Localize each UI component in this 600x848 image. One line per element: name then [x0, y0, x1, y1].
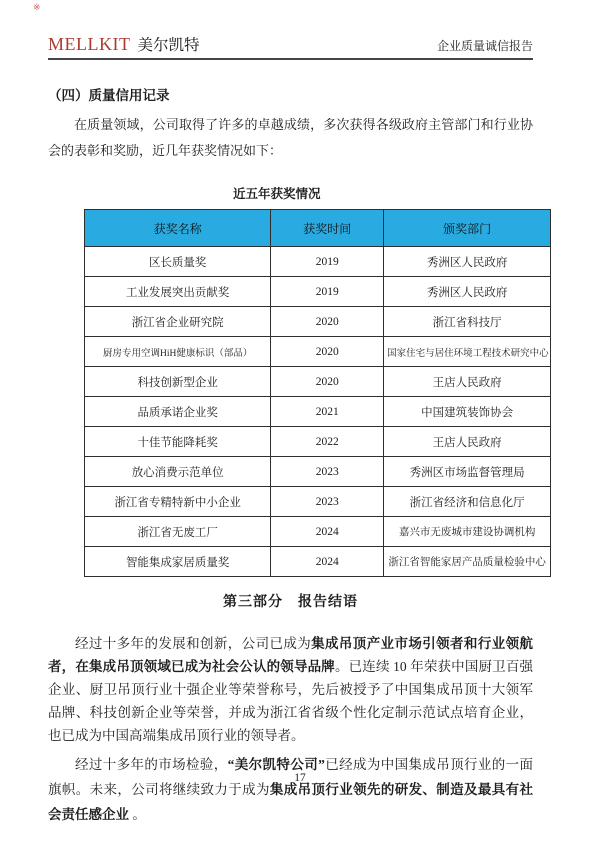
emphasis-text: 集成吊顶行业领先的研发、制造及最具有社会责任感企业	[48, 782, 534, 822]
table-cell: 秀洲区市场监督管理局	[384, 457, 551, 487]
table-row	[85, 547, 551, 577]
table-row	[85, 307, 551, 337]
conclusion-paragraph	[48, 752, 533, 827]
corner-mark-icon: ※	[33, 3, 41, 13]
table-cell: 浙江省智能家居产品质量检验中心	[384, 547, 551, 577]
table-cell: 区长质量奖	[85, 247, 271, 277]
table-row	[85, 517, 551, 547]
table-cell: 浙江省专精特新中小企业	[85, 487, 271, 517]
conclusion-section	[48, 632, 533, 827]
table-row	[85, 367, 551, 397]
table-cell: 秀洲区人民政府	[384, 247, 551, 277]
table-cell: 2020	[271, 307, 384, 337]
table-cell: 2024	[271, 517, 384, 547]
intro-paragraph: 在质量领域，公司取得了许多的卓越成绩，多次获得各级政府主管部门和行业协会的表彰和奖励，近几年获奖情况如下：	[48, 117, 533, 158]
table-cell: 国家住宅与居住环境工程技术研究中心	[384, 337, 551, 367]
awards-table-header-row	[85, 210, 551, 247]
emphasis-text: “美尔凯特公司”	[227, 757, 325, 772]
table-cell: 科技创新型企业	[85, 367, 271, 397]
table-cell: 王店人民政府	[384, 427, 551, 457]
header-divider	[48, 58, 533, 60]
table-cell: 2020	[271, 367, 384, 397]
table-cell: 中国建筑装饰协会	[384, 397, 551, 427]
table-row	[85, 247, 551, 277]
conclusion-paragraph	[48, 632, 533, 747]
body-text: 经过十多年的市场检验，	[75, 757, 228, 772]
table-cell: 2023	[271, 487, 384, 517]
table-cell: 2021	[271, 397, 384, 427]
table-cell: 放心消费示范单位	[85, 457, 271, 487]
logo-text-cn: 美尔凯特	[137, 37, 200, 54]
emphasis-text: 集成吊顶产业市场引领者和行业领航者，在集成吊顶领域已成为社会公认的领导品牌	[48, 636, 533, 674]
table-row	[85, 337, 551, 367]
body-text: 。已连续 10 年荣获中国厨卫百强企业、厨卫吊顶行业十强企业等荣誉称号，先后被授予了中国集成吊顶十大领军品牌、科技创新企业等荣誉，并成为浙江省省级个性化定制示范试点培育企业，也已成为中国高端集成吊顶行业的领导者。	[48, 659, 534, 743]
table-row	[85, 397, 551, 427]
table-cell: 2019	[271, 277, 384, 307]
table-row	[85, 277, 551, 307]
report-title: 企业质量诚信报告	[436, 39, 533, 53]
table-row	[85, 487, 551, 517]
table-cell: 工业发展突出贡献奖	[85, 277, 271, 307]
table-row	[85, 457, 551, 487]
page-header	[48, 33, 533, 60]
table-cell: 嘉兴市无废城市建设协调机构	[384, 517, 551, 547]
section-heading: （四）质量信用记录	[48, 88, 170, 103]
part-three-title: 第三部分 报告结语	[223, 595, 358, 610]
table-cell: 浙江省科技厅	[384, 307, 551, 337]
table-cell: 十佳节能降耗奖	[85, 427, 271, 457]
table-cell: 品质承诺企业奖	[85, 397, 271, 427]
table-cell: 厨房专用空调HiH健康标识（部品）	[85, 337, 271, 367]
table-cell: 2022	[271, 427, 384, 457]
awards-table	[84, 209, 551, 577]
table-cell: 浙江省经济和信息化厅	[384, 487, 551, 517]
body-text: 已经成为中国集成吊顶行业的一面旗帜。未来，公司将继续致力于成为	[48, 757, 534, 797]
page-content	[48, 84, 549, 830]
table-cell: 秀洲区人民政府	[384, 277, 551, 307]
table-cell: 王店人民政府	[384, 367, 551, 397]
table-cell: 浙江省无废工厂	[85, 517, 271, 547]
awards-table-caption: 近五年获奖情况	[233, 187, 321, 201]
logo-text-en: MELLKIT	[48, 34, 131, 54]
body-text: 。	[129, 807, 146, 822]
table-cell: 2024	[271, 547, 384, 577]
table-cell: 2020	[271, 337, 384, 367]
column-header-award-year: 获奖时间	[271, 210, 384, 247]
table-cell: 2019	[271, 247, 384, 277]
company-logo	[48, 33, 200, 55]
column-header-award-name: 获奖名称	[85, 210, 271, 247]
page-number: 17	[294, 772, 306, 784]
table-row	[85, 427, 551, 457]
body-text: 经过十多年的发展和创新，公司已成为	[75, 636, 312, 651]
table-cell: 智能集成家居质量奖	[85, 547, 271, 577]
column-header-award-issuer: 颁奖部门	[384, 210, 551, 247]
table-cell: 浙江省企业研究院	[85, 307, 271, 337]
table-cell: 2023	[271, 457, 384, 487]
